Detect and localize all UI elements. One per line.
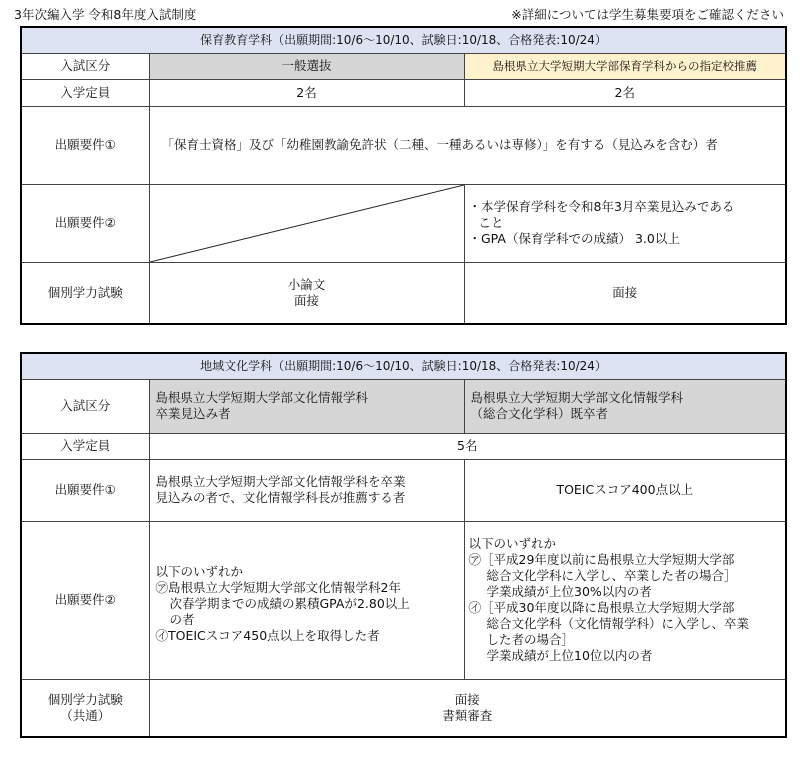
row-label-individual-exam: 個別学力試験	[21, 262, 149, 324]
row-label-requirement-2: 出願要件②	[21, 521, 149, 679]
req2-col2-line: 総合文化学科に入学し、卒業した者の場合］	[486, 568, 737, 583]
exam-general	[149, 262, 464, 324]
capacity-designated: 2名	[464, 79, 786, 106]
requirement-1-graduates: TOEICスコア400点以上	[464, 459, 786, 521]
diagonal-line	[150, 185, 464, 262]
requirement-2-expected	[149, 521, 464, 679]
row-label-requirement-2: 出願要件②	[21, 184, 149, 262]
req2-col2-line: した者の場合］	[486, 632, 575, 647]
row-label-capacity: 入学定員	[21, 433, 149, 459]
req2-col2-line: 総合文化学科（文化情報学科）に入学し、卒業	[486, 616, 750, 631]
header-note: ※詳細については学生募集要項をご確認ください	[511, 7, 784, 22]
req2-col1-line: 以下のいずれか	[155, 564, 244, 579]
row-label-capacity: 入学定員	[21, 79, 149, 106]
req2-col2-line: 学業成績が上位10位以内の者	[486, 648, 653, 663]
exam-interview: 面接	[454, 691, 480, 707]
req1-line1: 島根県立大学短期大学部文化情報学科を卒業	[155, 474, 406, 489]
req2-col1-line: の者	[169, 612, 195, 627]
row-label-requirement-1: 出願要件①	[21, 106, 149, 184]
req2-col1-line: ㋑TOEICスコア450点以上を取得した者	[155, 628, 380, 643]
row-label-requirement-1: 出願要件①	[21, 459, 149, 521]
req2-line2: ・GPA（保育学科での成績） 3.0以上	[468, 231, 680, 246]
common-label: （共通）	[60, 707, 111, 723]
req2-col2-line: 学業成績が上位30%以内の者	[486, 584, 652, 599]
req1-line2: 見込みの者で、文化情報学科長が推薦する者	[155, 490, 406, 505]
row-label-individual-exam	[21, 679, 149, 737]
req2-col2-line: ㋐［平成29年度以前に島根県立大学短期大学部	[468, 552, 735, 567]
requirement-1-expected	[149, 459, 464, 521]
childcare-education-table	[20, 26, 787, 325]
req2-col1-line: ㋐島根県立大学短期大学部文化情報学科2年	[155, 580, 401, 595]
requirement-1: 「保育士資格」及び「幼稚園教諭免許状（二種、一種あるいは専修）」を有する（見込みを含む）者	[149, 106, 786, 184]
not-applicable-cell	[149, 184, 464, 262]
col1-header-line2: 卒業見込み者	[155, 406, 231, 421]
col2-header-line2: （総合文化学科）既卒者	[470, 406, 609, 421]
table1-title: 保育教育学科（出願期間:10/6～10/10、試験日:10/18、合格発表:10/24）	[21, 27, 786, 53]
capacity: 5名	[149, 433, 786, 459]
regional-culture-table	[20, 352, 787, 738]
exam-interview: 面接	[293, 292, 319, 308]
row-label-exam-category: 入試区分	[21, 379, 149, 433]
requirement-2-graduates	[464, 521, 786, 679]
table2-title: 地域文化学科（出願期間:10/6～10/10、試験日:10/18、合格発表:10/24）	[21, 353, 786, 379]
exam-designated: 面接	[464, 262, 786, 324]
col2-header-line1: 島根県立大学短期大学部文化情報学科	[470, 390, 684, 405]
col-header-graduates	[464, 379, 786, 433]
capacity-general: 2名	[149, 79, 464, 106]
col-header-general: 一般選抜	[149, 53, 464, 79]
req2-col2-line: 以下のいずれか	[468, 536, 557, 551]
col-header-expected-graduates	[149, 379, 464, 433]
exam-common	[149, 679, 786, 737]
exam-document-review: 書類審査	[442, 707, 493, 723]
page-title: 3年次編入学 令和8年度入試制度	[14, 7, 197, 22]
req2-line1: ・本学保育学科を令和8年3月卒業見込みである	[468, 199, 735, 214]
exam-essay: 小論文	[287, 276, 326, 292]
req2-col1-line: 次春学期までの成績の累積GPAが2.80以上	[169, 596, 410, 611]
req2-line1b: こと	[478, 215, 504, 230]
individual-exam-label: 個別学力試験	[47, 691, 123, 707]
col1-header-line1: 島根県立大学短期大学部文化情報学科	[155, 390, 369, 405]
row-label-exam-category: 入試区分	[21, 53, 149, 79]
col-header-designated-school: 島根県立大学短期大学部保育学科からの指定校推薦	[464, 53, 786, 79]
req2-col2-line: ㋑［平成30年度以降に島根県立大学短期大学部	[468, 600, 735, 615]
requirement-2-designated	[464, 184, 786, 262]
